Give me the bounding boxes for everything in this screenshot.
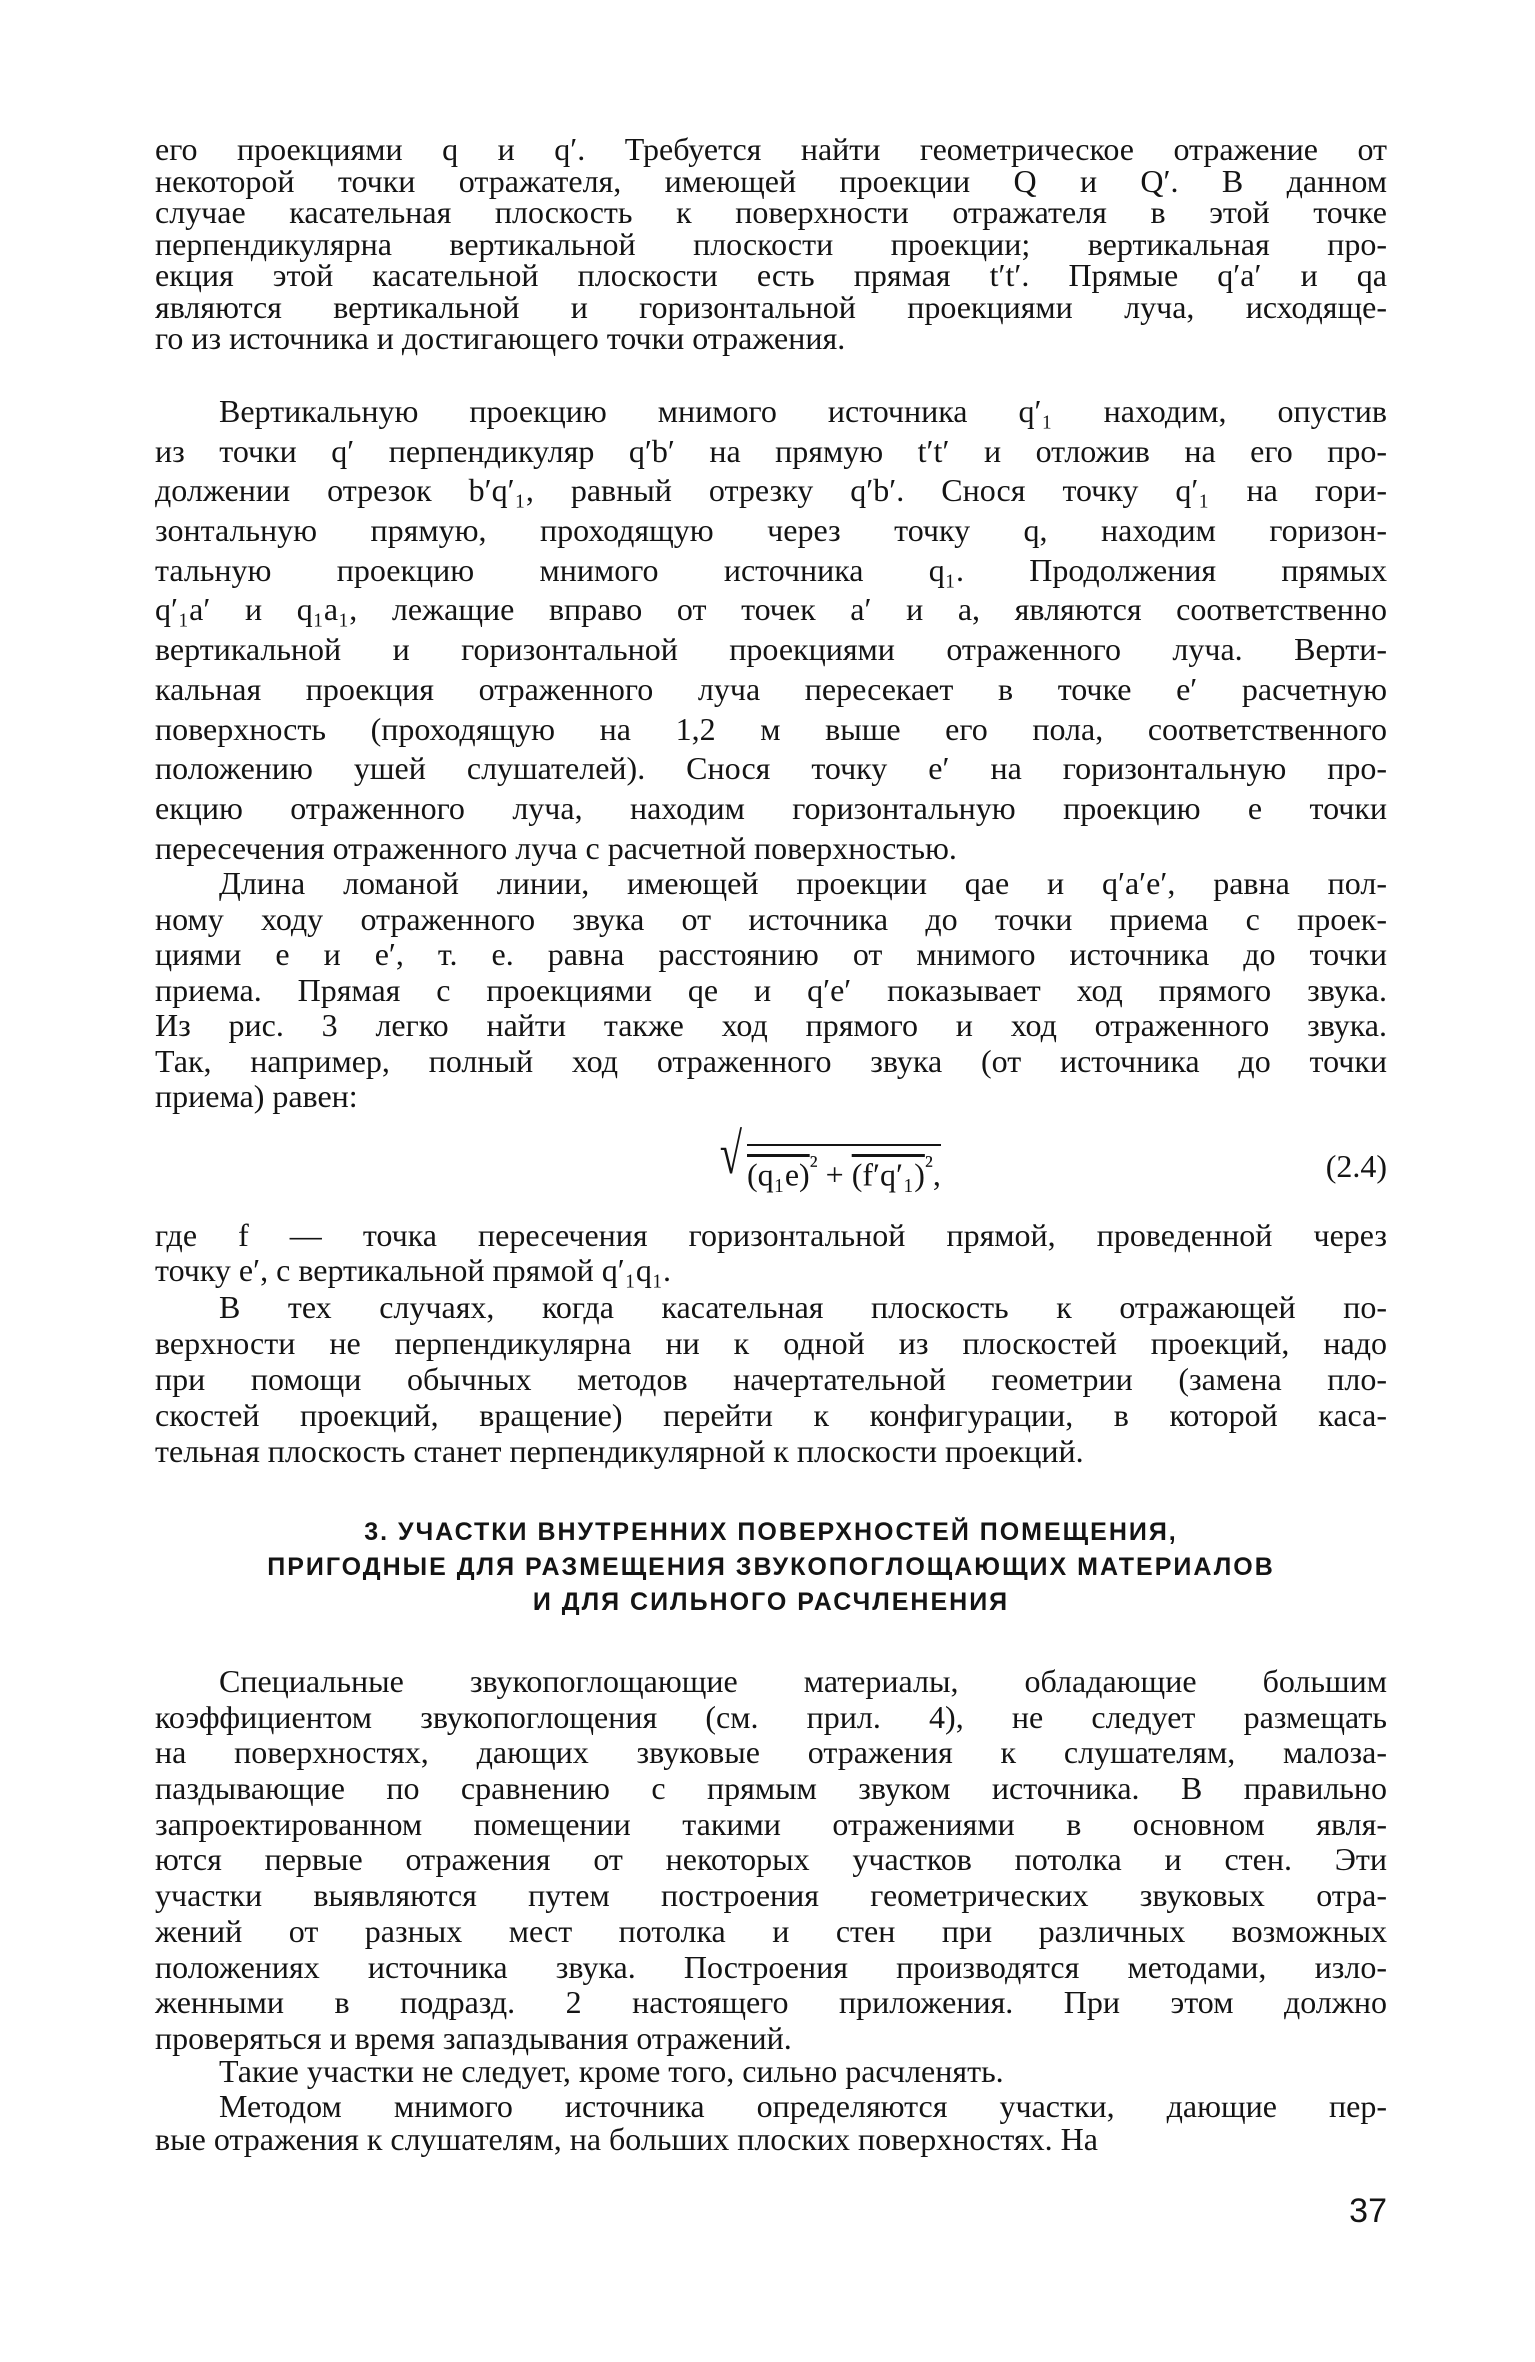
text-line: перпендикулярна вертикальной плоскости проекции; вертикальная про- [155, 225, 1387, 262]
text-line: верхности не перпендикулярна ни к одной из плоскостей проекций, надо [155, 1325, 1387, 1361]
section-heading [155, 1515, 1387, 1620]
text-line: ному ходу отраженного звука от источника до точки приема с проек- [155, 900, 1387, 937]
text-line: приема. Прямая с проекциями qe и q′e′ показывает ход прямого звука. [155, 971, 1387, 1008]
heading-line: ПРИГОДНЫЕ ДЛЯ РАЗМЕЩЕНИЯ ЗВУКОПОГЛОЩАЮЩИХ МАТЕРИАЛОВ [267, 1553, 1275, 1581]
plus-sign: + [817, 1156, 852, 1193]
text-line: Методом мнимого источника определяются участки, дающие пер- [219, 2088, 1387, 2124]
text-line: тальную проекцию мнимого источника q₁. Продолжения прямых [155, 551, 1387, 588]
page-number: 37 [1349, 2192, 1387, 2230]
text-line: приема) равен: [155, 1078, 358, 1114]
text-line: коэффициентом звукопоглощения (см. прил. 4), не следует размещать [155, 1698, 1387, 1735]
text-line: Такие участки не следует, кроме того, сильно расчленять. [219, 2053, 1004, 2089]
text-line: положению ушей слушателей). Снося точку e′ на горизонтальную про- [155, 750, 1387, 787]
text-line: Длина ломаной линии, имеющей проекции qae и q′a′e′, равна пол- [219, 865, 1388, 901]
text-line: женными в подразд. 2 настоящего приложения. При этом должно [155, 1984, 1387, 2021]
equation-number: (2.4) [1325, 1148, 1387, 1184]
text-line: Так, например, полный ход отраженного звука (от источника до точки [155, 1042, 1387, 1079]
text-line: вертикальной и горизонтальной проекциями отраженного луча. Верти- [155, 631, 1387, 668]
paragraph-2 [155, 392, 1387, 868]
paragraph-4 [155, 1289, 1387, 1469]
term-2: (f′q′₁) [851, 1156, 925, 1193]
text-line: где f — точка пересечения горизонтальной прямой, проведенной через [155, 1217, 1387, 1253]
heading-line: И ДЛЯ СИЛЬНОГО РАСЧЛЕНЕНИЯ [532, 1588, 1010, 1616]
formula-comma: , [932, 1156, 941, 1193]
text-line: В тех случаях, когда касательная плоскость к отражающей по- [219, 1289, 1387, 1325]
text-line: запроектированном помещении такими отражениями в основном явля- [155, 1805, 1387, 1842]
text-line: его проекциями q и q′. Требуется найти геометрическое отражение от [155, 131, 1387, 167]
formula-2-4 [155, 1121, 1387, 1193]
text-line: го из источника и достигающего точки отражения. [155, 320, 846, 356]
text-line: положениях источника звука. Построения производятся методами, изло- [155, 1948, 1387, 1985]
text-line: екцию отраженного луча, находим горизонтальную проекцию e точки [155, 789, 1387, 826]
text-line: q′₁a′ и q₁a₁, лежащие вправо от точек a′ и a, являются соответственно [155, 591, 1387, 628]
paragraph-6 [155, 2054, 1387, 2089]
text-line: поверхность (проходящую на 1,2 м выше его пола, соответственного [155, 710, 1387, 747]
text-line: Специальные звукопоглощающие материалы, обладающие большим [219, 1663, 1387, 1699]
text-line: некоторой точки отражателя, имеющей проекции Q и Q′. В данном [155, 162, 1387, 199]
text-line: пересечения отраженного луча с расчетной поверхностью. [155, 829, 957, 866]
text-line: Из рис. 3 легко найти также ход прямого и ход отраженного звука. [155, 1007, 1387, 1043]
text-line: на поверхностях, дающих звуковые отражения к слушателям, малоза- [155, 1734, 1387, 1771]
paragraph-7 [155, 2090, 1387, 2156]
text-line: тельная плоскость станет перпендикулярной к плоскости проекций. [155, 1433, 1084, 1469]
text-line: Вертикальную проекцию мнимого источника q′₁ находим, опустив [219, 393, 1387, 429]
square-2: ² [924, 1150, 933, 1180]
text-line: участки выявляются путем построения геометрических звуковых отра- [155, 1877, 1387, 1914]
text-line: вые отражения к слушателям, на больших плоских поверхностях. На [155, 2121, 1098, 2157]
square-1: ² [809, 1150, 818, 1180]
text-line: екция этой касательной плоскости есть прямая t′t′. Прямые q′a′ и qa [155, 257, 1387, 293]
paragraph-where [155, 1218, 1387, 1288]
text-line: зонтальную прямую, проходящую через точку q, находим горизон- [155, 512, 1387, 549]
text-line: проверяться и время запаздывания отражений. [155, 2019, 792, 2056]
paragraph-1 [155, 131, 1387, 356]
text-line: являются вертикальной и горизонтальной проекциями луча, исходяще- [155, 288, 1387, 325]
paragraph-3 [155, 866, 1387, 1115]
text-line: при помощи обычных методов начертательной геометрии (замена пло- [155, 1361, 1387, 1397]
text-line: точку e′, с вертикальной прямой q′₁q₁. [155, 1252, 672, 1288]
text-line: скостей проекций, вращение) перейти к конфигурации, в которой каса- [155, 1397, 1387, 1433]
text-line: кальная проекция отраженного луча пересекает в точке e′ расчетную [155, 670, 1387, 707]
text-line: ются первые отражения от некоторых участков потолка и стен. Эти [155, 1841, 1387, 1878]
text-line: циями e и e′, т. е. равна расстоянию от мнимого источника до точки [155, 936, 1387, 972]
paragraph-5 [155, 1664, 1387, 2057]
text-line: жений от разных мест потолка и стен при различных возможных [155, 1912, 1387, 1949]
term-1: (q₁e) [747, 1156, 810, 1193]
text-line: случае касательная плоскость к поверхности отражателя в этой точке [155, 194, 1387, 230]
heading-line: 3. УЧАСТКИ ВНУТРЕННИХ ПОВЕРХНОСТЕЙ ПОМЕЩЕНИЯ, [364, 1518, 1178, 1546]
text-line: должении отрезок b′q′₁, равный отрезку q′b′. Снося точку q′₁ на гори- [155, 472, 1387, 509]
text-line: из точки q′ перпендикуляр q′b′ на прямую t′t′ и отложив на его про- [155, 432, 1387, 469]
radicand [747, 1144, 941, 1194]
radical-sign: √ [719, 1121, 743, 1186]
text-line: паздывающие по сравнению с прямым звуком источника. В правильно [155, 1770, 1387, 1807]
